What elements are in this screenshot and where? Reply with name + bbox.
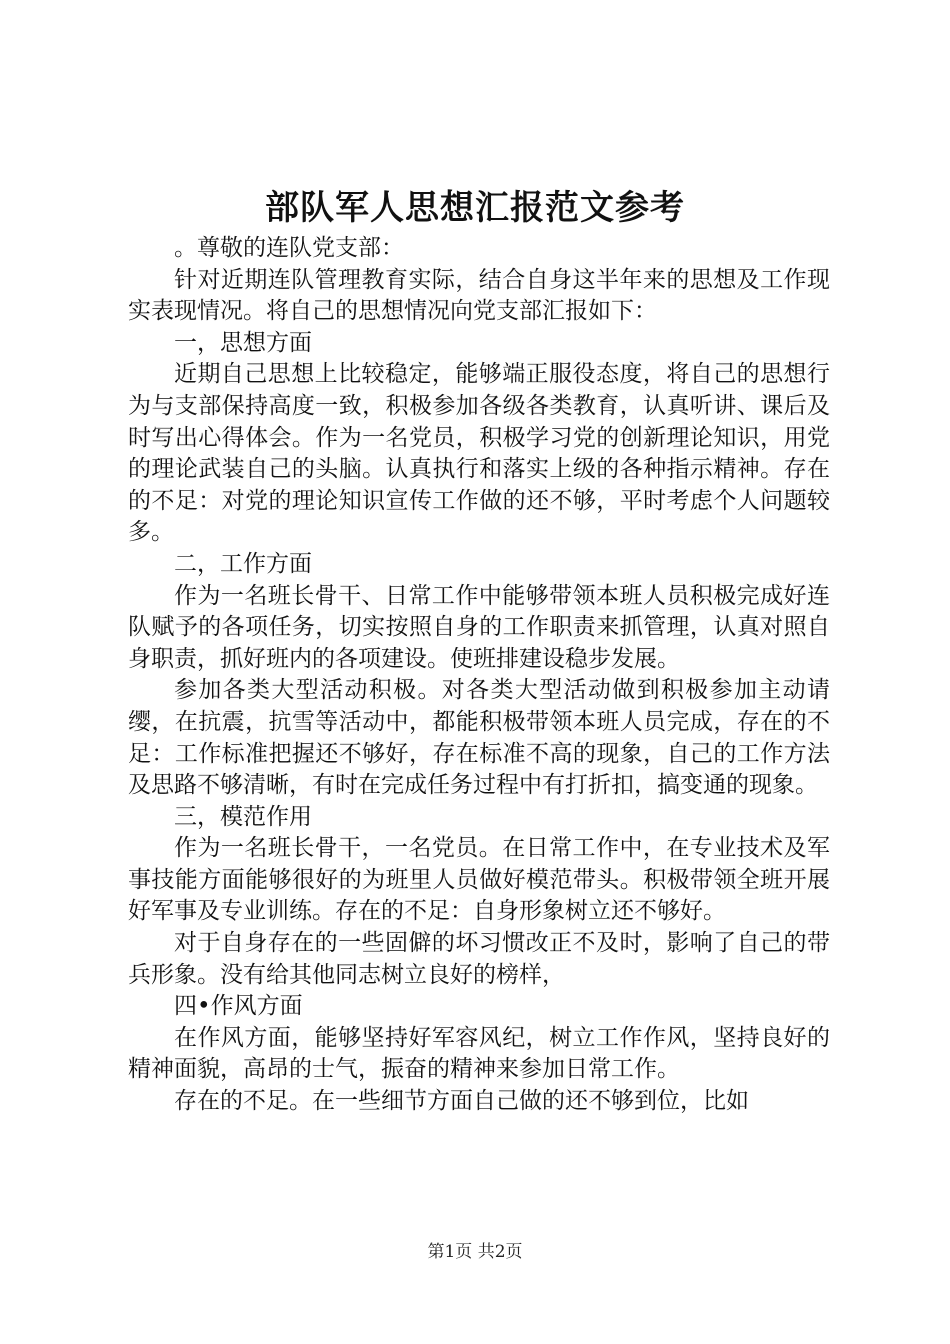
paragraph-style-1: 在作风方面，能够坚持好军容风纪，树立工作作风，坚持良好的精神面貌，高昂的士气，振奋的精神来参加日常工作。 xyxy=(128,1024,830,1083)
section-heading-style: 四•作风方面 xyxy=(174,993,303,1020)
page-number-footer: 第1页 共2页 xyxy=(427,1242,523,1262)
section-heading-thought: 一，思想方面 xyxy=(174,329,312,356)
salutation: 。尊敬的连队党支部： xyxy=(174,235,404,261)
intro-paragraph: 针对近期连队管理教育实际，结合自身这半年来的思想及工作现实表现情况。将自己的思想情况向党支部汇报如下： xyxy=(128,266,830,325)
paragraph-style-2: 存在的不足。在一些细节方面自己做的还不够到位，比如 xyxy=(174,1088,749,1115)
paragraph-work-2: 参加各类大型活动积极。对各类大型活动做到积极参加主动请缨，在抗震，抗雪等活动中，都能积极带领本班人员完成，存在的不足：工作标准把握还不够好，存在标准不高的现象，自己的工作方法及思路不够清晰，有时在完成任务过程中有打折扣，搞变通的现象。 xyxy=(128,677,830,799)
paragraph-thought: 近期自己思想上比较稳定，能够端正服役态度，将自己的思想行为与支部保持高度一致，积极参加各级各类教育，认真听讲、课后及时写出心得体会。作为一名党员，积极学习党的创新理论知识，用党的理论武装自己的头脑。认真执行和落实上级的各种指示精神。存在的不足：对党的理论知识宣传工作做的还不够，平时考虑个人问题较多。 xyxy=(128,361,830,546)
paragraph-model-2: 对于自身存在的一些固僻的坏习惯改正不及时，影响了自己的带兵形象。没有给其他同志树立良好的榜样， xyxy=(128,930,830,988)
section-heading-model: 三，模范作用 xyxy=(174,803,312,830)
paragraph-model-1: 作为一名班长骨干，一名党员。在日常工作中，在专业技术及军事技能方面能够很好的为班里人员做好模范带头。积极带领全班开展好军事及专业训练。存在的不足：自身形象树立还不够好。 xyxy=(128,835,830,925)
page-title: 部队军人思想汇报范文参考 xyxy=(265,188,685,228)
section-heading-work: 二，工作方面 xyxy=(174,550,312,577)
paragraph-work-1: 作为一名班长骨干、日常工作中能够带领本班人员积极完成好连队赋予的各项任务，切实按照自身的工作职责来抓管理，认真对照自身职责，抓好班内的各项建设。使班排建设稳步发展。 xyxy=(128,582,830,672)
document-body xyxy=(128,233,830,1118)
